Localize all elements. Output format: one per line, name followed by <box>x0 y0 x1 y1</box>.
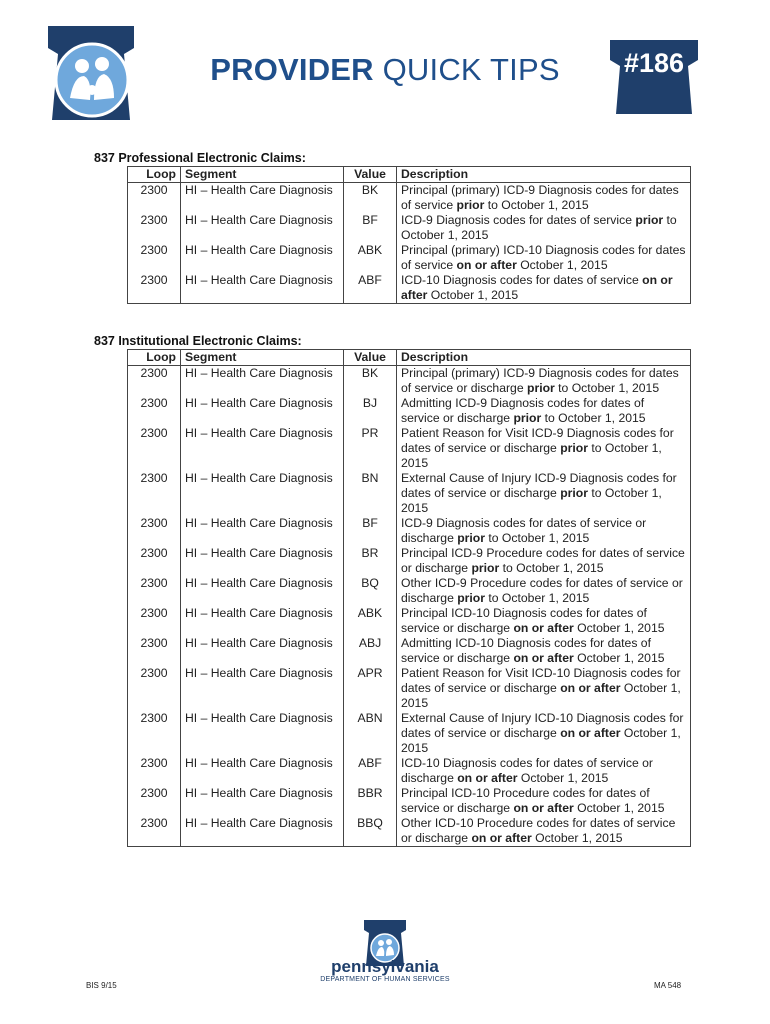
table-row <box>128 576 691 606</box>
cell-segment: HI – Health Care Diagnosis <box>181 576 344 606</box>
description-emphasis: on or after <box>560 726 621 740</box>
description-text: October 1, 2015 <box>516 258 608 272</box>
description-text: Other ICD-9 Procedure codes for dates of service or discharge <box>401 576 683 605</box>
institutional-table-body <box>128 366 691 847</box>
cell-description <box>397 516 691 546</box>
column-header-description: Description <box>397 350 691 366</box>
footer-state-name: pennsylvania <box>331 957 439 976</box>
cell-description <box>397 243 691 273</box>
cell-description <box>397 576 691 606</box>
cell-description <box>397 756 691 786</box>
cell-value: ABJ <box>344 636 397 666</box>
cell-description <box>397 546 691 576</box>
table-row <box>128 243 691 273</box>
description-text: External Cause of Injury ICD-9 Diagnosis codes for dates of service or discharge <box>401 471 677 500</box>
cell-description <box>397 273 691 304</box>
cell-value: APR <box>344 666 397 711</box>
cell-loop: 2300 <box>128 183 181 214</box>
cell-description <box>397 816 691 847</box>
cell-description <box>397 666 691 711</box>
description-text: Patient Reason for Visit ICD-9 Diagnosis codes for dates of service or discharge <box>401 426 674 455</box>
cell-description <box>397 213 691 243</box>
cell-description <box>397 471 691 516</box>
description-text: Principal (primary) ICD-9 Diagnosis codes for dates of service or discharge <box>401 366 679 395</box>
description-emphasis: prior <box>457 591 485 605</box>
cell-loop: 2300 <box>128 426 181 471</box>
description-emphasis: on or after <box>456 258 517 272</box>
cell-value: BQ <box>344 576 397 606</box>
description-emphasis: on or after <box>401 273 673 302</box>
professional-claims-table <box>127 166 691 304</box>
institutional-heading: 837 Institutional Electronic Claims: <box>94 334 302 348</box>
cell-segment: HI – Health Care Diagnosis <box>181 546 344 576</box>
description-text: to October 1, 2015 <box>401 213 677 242</box>
cell-value: BF <box>344 516 397 546</box>
table-row <box>128 396 691 426</box>
tip-number-badge: #186 <box>623 48 685 78</box>
description-text: October 1, 2015 <box>401 681 681 710</box>
description-text: October 1, 2015 <box>517 771 609 785</box>
table-row <box>128 516 691 546</box>
cell-description <box>397 183 691 214</box>
description-emphasis: on or after <box>513 651 574 665</box>
column-header-value: Value <box>344 350 397 366</box>
cell-loop: 2300 <box>128 756 181 786</box>
cell-segment: HI – Health Care Diagnosis <box>181 396 344 426</box>
cell-loop: 2300 <box>128 273 181 304</box>
title-bold: PROVIDER <box>210 52 374 87</box>
cell-loop: 2300 <box>128 786 181 816</box>
description-emphasis: prior <box>456 198 485 212</box>
column-header-description: Description <box>397 167 691 183</box>
description-emphasis: on or after <box>471 831 532 845</box>
table-row <box>128 366 691 397</box>
table-row <box>128 711 691 756</box>
cell-value: ABF <box>344 756 397 786</box>
cell-segment: HI – Health Care Diagnosis <box>181 366 344 397</box>
description-text: to October 1, 2015 <box>554 381 660 395</box>
cell-description <box>397 396 691 426</box>
description-text: Principal ICD-9 Procedure codes for dates of service or discharge <box>401 546 685 575</box>
description-emphasis: prior <box>635 213 664 227</box>
cell-value: ABK <box>344 243 397 273</box>
column-header-segment: Segment <box>181 350 344 366</box>
description-text: October 1, 2015 <box>573 621 665 635</box>
cell-segment: HI – Health Care Diagnosis <box>181 516 344 546</box>
table-row <box>128 213 691 243</box>
description-text: to October 1, 2015 <box>401 441 662 470</box>
cell-loop: 2300 <box>128 666 181 711</box>
cell-description <box>397 366 691 397</box>
table-row <box>128 786 691 816</box>
description-text: External Cause of Injury ICD-10 Diagnosis codes for dates of service or discharge <box>401 711 684 740</box>
description-emphasis: prior <box>527 381 555 395</box>
description-emphasis: prior <box>457 531 485 545</box>
description-text: October 1, 2015 <box>573 801 665 815</box>
table-row <box>128 426 691 471</box>
description-text: October 1, 2015 <box>573 651 665 665</box>
column-header-loop: Loop <box>128 350 181 366</box>
footer-department: DEPARTMENT OF HUMAN SERVICES <box>320 976 450 983</box>
description-text: to October 1, 2015 <box>401 486 662 515</box>
cell-segment: HI – Health Care Diagnosis <box>181 756 344 786</box>
description-text: Admitting ICD-9 Diagnosis codes for dates of service or discharge <box>401 396 645 425</box>
table-row <box>128 606 691 636</box>
description-text: October 1, 2015 <box>531 831 623 845</box>
cell-loop: 2300 <box>128 546 181 576</box>
cell-value: BBR <box>344 786 397 816</box>
table-header-row <box>128 167 691 183</box>
cell-value: ABK <box>344 606 397 636</box>
cell-loop: 2300 <box>128 576 181 606</box>
description-emphasis: on or after <box>457 771 518 785</box>
description-emphasis: prior <box>471 561 500 575</box>
cell-value: BBQ <box>344 816 397 847</box>
table-row <box>128 666 691 711</box>
description-text: Other ICD-10 Procedure codes for dates of service or discharge <box>401 816 676 845</box>
column-header-segment: Segment <box>181 167 344 183</box>
footer-right-code: MA 548 <box>654 981 682 990</box>
cell-description <box>397 636 691 666</box>
cell-loop: 2300 <box>128 213 181 243</box>
cell-value: BN <box>344 471 397 516</box>
professional-heading: 837 Professional Electronic Claims: <box>94 151 306 165</box>
description-text: ICD-10 Diagnosis codes for dates of service <box>401 273 643 287</box>
description-emphasis: prior <box>513 411 542 425</box>
cell-value: BK <box>344 183 397 214</box>
description-text: ICD-9 Diagnosis codes for dates of service <box>401 213 636 227</box>
column-header-loop: Loop <box>128 167 181 183</box>
table-row <box>128 816 691 847</box>
cell-description <box>397 606 691 636</box>
cell-value: BR <box>344 546 397 576</box>
cell-description <box>397 711 691 756</box>
cell-value: BK <box>344 366 397 397</box>
cell-description <box>397 786 691 816</box>
description-text: October 1, 2015 <box>427 288 519 302</box>
cell-loop: 2300 <box>128 606 181 636</box>
cell-segment: HI – Health Care Diagnosis <box>181 636 344 666</box>
description-emphasis: on or after <box>513 801 574 815</box>
cell-value: BF <box>344 213 397 243</box>
cell-value: ABF <box>344 273 397 304</box>
cell-loop: 2300 <box>128 516 181 546</box>
footer-left-code: BIS 9/15 <box>86 981 117 990</box>
description-emphasis: on or after <box>513 621 574 635</box>
cell-loop: 2300 <box>128 636 181 666</box>
description-text: Patient Reason for Visit ICD-10 Diagnosis codes for dates of service or discharge <box>401 666 681 695</box>
professional-table-body <box>128 183 691 304</box>
description-text: Principal ICD-10 Procedure codes for dates of service or discharge <box>401 786 650 815</box>
description-text: Principal (primary) ICD-9 Diagnosis codes for dates of service <box>401 183 679 212</box>
table-row <box>128 273 691 304</box>
description-text: to October 1, 2015 <box>485 531 590 545</box>
description-text: to October 1, 2015 <box>485 591 590 605</box>
table-header-row <box>128 350 691 366</box>
description-text: to October 1, 2015 <box>484 198 589 212</box>
table-row <box>128 471 691 516</box>
table-row <box>128 636 691 666</box>
cell-loop: 2300 <box>128 366 181 397</box>
description-emphasis: prior <box>560 441 588 455</box>
cell-segment: HI – Health Care Diagnosis <box>181 606 344 636</box>
description-text: ICD-9 Diagnosis codes for dates of service or discharge <box>401 516 647 545</box>
cell-loop: 2300 <box>128 816 181 847</box>
cell-loop: 2300 <box>128 711 181 756</box>
column-header-value: Value <box>344 167 397 183</box>
description-text: October 1, 2015 <box>401 726 681 755</box>
description-text: to October 1, 2015 <box>541 411 646 425</box>
description-text: Admitting ICD-10 Diagnosis codes for dates of service or discharge <box>401 636 651 665</box>
description-text: to October 1, 2015 <box>499 561 604 575</box>
table-row <box>128 756 691 786</box>
cell-value: PR <box>344 426 397 471</box>
cell-segment: HI – Health Care Diagnosis <box>181 213 344 243</box>
description-text: ICD-10 Diagnosis codes for dates of service or discharge <box>401 756 653 785</box>
cell-loop: 2300 <box>128 471 181 516</box>
cell-value: BJ <box>344 396 397 426</box>
description-emphasis: on or after <box>560 681 621 695</box>
table-row <box>128 546 691 576</box>
cell-segment: HI – Health Care Diagnosis <box>181 471 344 516</box>
cell-segment: HI – Health Care Diagnosis <box>181 243 344 273</box>
description-emphasis: prior <box>560 486 588 500</box>
institutional-claims-table <box>127 349 691 847</box>
title-light: QUICK TIPS <box>382 52 560 87</box>
cell-loop: 2300 <box>128 243 181 273</box>
description-text: Principal (primary) ICD-10 Diagnosis codes for dates of service <box>401 243 686 272</box>
cell-description <box>397 426 691 471</box>
cell-segment: HI – Health Care Diagnosis <box>181 711 344 756</box>
cell-segment: HI – Health Care Diagnosis <box>181 786 344 816</box>
cell-loop: 2300 <box>128 396 181 426</box>
cell-segment: HI – Health Care Diagnosis <box>181 426 344 471</box>
cell-value: ABN <box>344 711 397 756</box>
description-text: Principal ICD-10 Diagnosis codes for dates of service or discharge <box>401 606 647 635</box>
table-row <box>128 183 691 214</box>
cell-segment: HI – Health Care Diagnosis <box>181 666 344 711</box>
cell-segment: HI – Health Care Diagnosis <box>181 816 344 847</box>
cell-segment: HI – Health Care Diagnosis <box>181 183 344 214</box>
cell-segment: HI – Health Care Diagnosis <box>181 273 344 304</box>
